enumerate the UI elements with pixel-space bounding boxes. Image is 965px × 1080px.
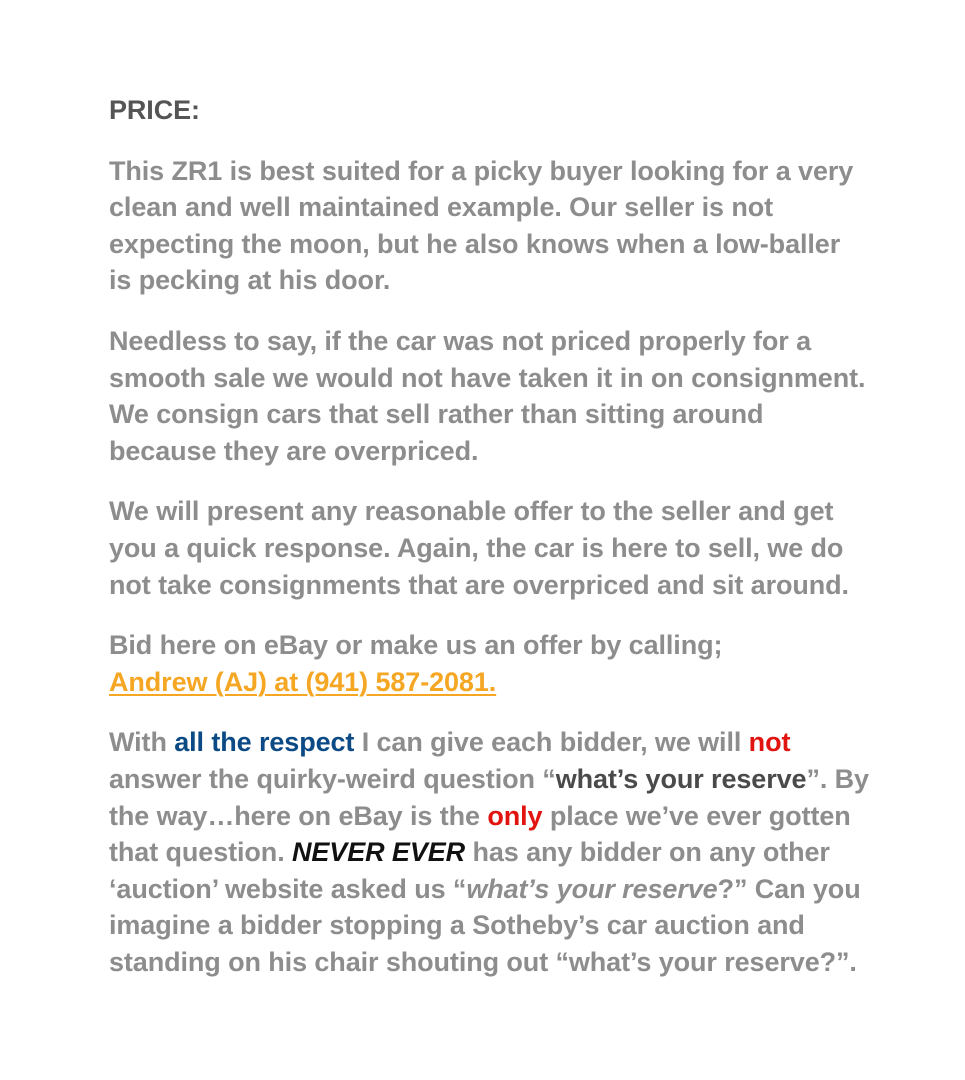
paragraph-reserve-question [109,724,869,980]
paragraph-reasonable-offer: We will present any reasonable offer to the seller and get you a quick response. Again, the car is here to sell, we do not take consignments that are overpriced and sit around. [109,496,849,600]
emphasis-not: not [748,727,791,758]
emphasis-whats-your-reserve: what’s your reserve [555,763,807,794]
emphasis-whats-your-reserve-italic: what’s your reserve [466,873,718,904]
emphasis-all-the-respect: all the respect [174,727,355,758]
listing-description [109,92,869,1004]
text-segment: has any bidder on any other ‘auction’ website asked us “ [109,837,830,904]
price-heading: PRICE: [109,95,200,125]
text-segment: place we’ve ever gotten that question. [109,800,851,868]
text-segment: I can give each bidder, we will [354,727,749,758]
text-segment: ”. By the way…here on eBay is the [109,763,869,831]
phone-link[interactable]: Andrew (AJ) at (941) 587-2081. [109,666,497,697]
contact-text: Bid here on eBay or make us an offer by calling; [109,630,723,661]
paragraph-priced-properly: Needless to say, if the car was not priced properly for a smooth sale we would not have taken it in on consignment. We consign cars that sell rather than sitting around because they are overpriced. [109,325,866,466]
text-segment: ?” Can you imagine a bidder stopping a Sotheby’s car auction and standing on his chair shouting out “what’s your reserve?”. [109,873,861,977]
paragraph-contact [109,627,869,700]
text-segment: With [109,727,175,758]
text-segment: answer the quirky-weird question “ [109,763,556,794]
paragraph-picky-buyer: This ZR1 is best suited for a picky buyer looking for a very clean and well maintained example. Our seller is not expecting the moon, but he also knows when a low-baller is pecking at his door. [109,155,854,296]
emphasis-never-ever: NEVER EVER [292,837,466,868]
emphasis-only: only [487,800,543,831]
